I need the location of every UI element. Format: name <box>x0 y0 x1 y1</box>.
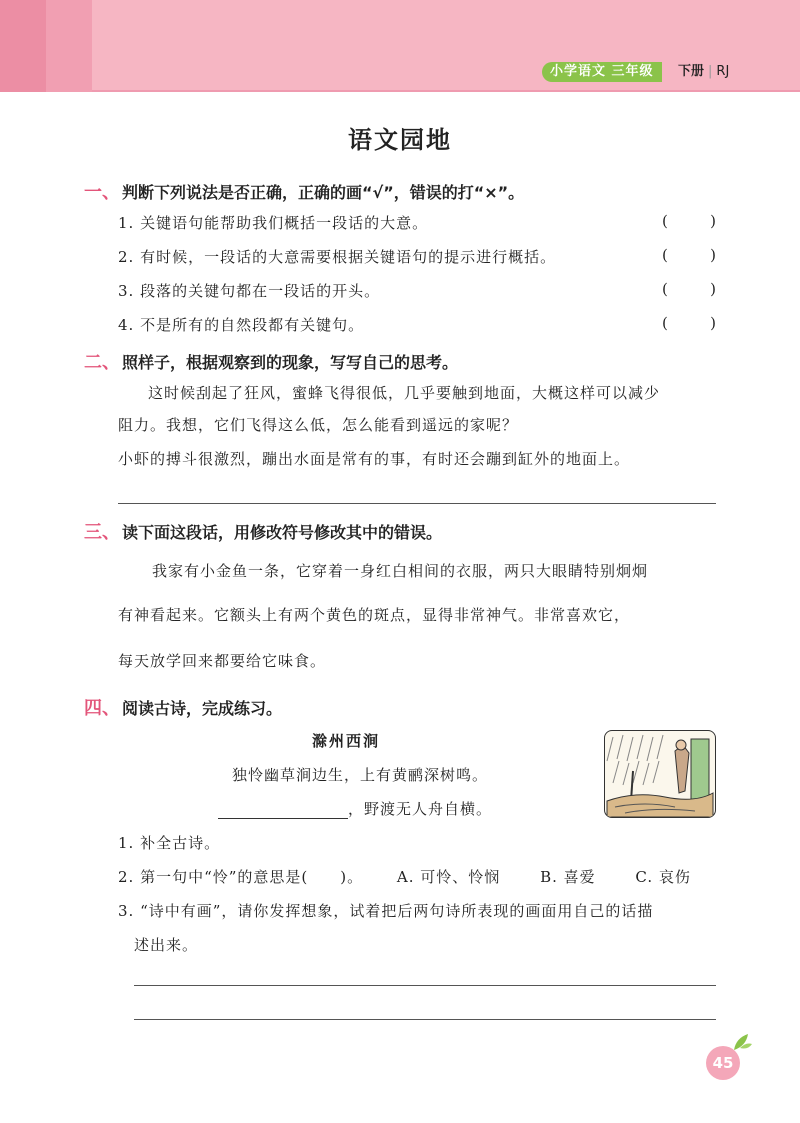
section2-heading <box>84 348 458 374</box>
section1-item-2: 2. 有时候，一段话的大意需要根据关键语句的提示进行概括。 <box>118 248 557 266</box>
subject-label: 小学语文 <box>550 64 607 79</box>
answer-paren-2[interactable]: ( ) <box>662 246 716 264</box>
section1-item-4: 4. 不是所有的自然段都有关键句。 <box>118 316 365 334</box>
answer-paren-1[interactable]: ( ) <box>662 212 716 230</box>
section4-instruction: 阅读古诗，完成练习。 <box>122 699 283 718</box>
rain-ferry-illustration-icon <box>604 730 716 818</box>
section2-prompt: 小虾的搏斗很激烈，蹦出水面是常有的事，有时还会蹦到缸外的地面上。 <box>118 450 631 468</box>
page-number: 45 <box>706 1046 740 1080</box>
section4-answer-line-1[interactable] <box>134 985 716 986</box>
q2-option-b[interactable]: B. 喜爱 <box>540 868 596 886</box>
section4-q3-line1: 3. “诗中有画”，请你发挥想象，试着把后两句诗所表现的画面用自己的话描 <box>118 902 654 920</box>
section4-heading <box>84 694 282 720</box>
answer-paren-3[interactable]: ( ) <box>662 280 716 298</box>
section4-q3-line2: 述出来。 <box>134 936 199 954</box>
section1-number: 一、 <box>84 182 120 203</box>
section1-heading <box>84 178 524 204</box>
poem-line-2-text: ，野渡无人舟自横。 <box>348 800 493 818</box>
volume-info <box>678 62 729 82</box>
section1-item-3: 3. 段落的关键句都在一段话的开头。 <box>118 282 381 300</box>
section2-example-line1: 这时候刮起了狂风，蜜蜂飞得很低，几乎要触到地面，大概这样可以减少 <box>148 384 661 402</box>
section3-line2: 有神看起来。它额头上有两个黄色的斑点，显得非常神气。非常喜欢它， <box>118 606 631 624</box>
poem-line-1: 独怜幽草涧边生，上有黄鹂深树鸣。 <box>232 766 489 784</box>
q2-option-a[interactable]: A. 可怜、怜悯 <box>396 868 501 886</box>
poem-fill-blank[interactable] <box>218 800 348 819</box>
section2-instruction: 照样子，根据观察到的现象，写写自己的思考。 <box>122 353 459 372</box>
subject-badge <box>542 62 662 82</box>
edition-label: RJ <box>716 64 730 79</box>
volume-label: 下册 <box>678 64 705 79</box>
grade-label: 三年级 <box>611 64 654 79</box>
section3-instruction: 读下面这段话，用修改符号修改其中的错误。 <box>122 523 443 542</box>
q2-option-c[interactable]: C. 哀伤 <box>635 868 691 886</box>
section1-instruction: 判断下列说法是否正确，正确的画“√”，错误的打“×”。 <box>122 183 525 202</box>
section4-q2 <box>118 866 691 887</box>
section3-heading <box>84 518 442 544</box>
answer-paren-4[interactable]: ( ) <box>662 314 716 332</box>
poem-title: 滁州西涧 <box>312 732 381 750</box>
header-strip-dark <box>0 0 46 92</box>
poem-line-2 <box>218 798 492 819</box>
section2-answer-line[interactable] <box>118 503 716 504</box>
section3-number: 三、 <box>84 522 120 543</box>
section2-example-line2: 阻力。我想，它们飞得这么低，怎么能看到遥远的家呢？ <box>118 416 519 434</box>
header-strip-mid <box>46 0 92 92</box>
leaf-icon <box>732 1032 754 1052</box>
section1-item-1: 1. 关键语句能帮助我们概括一段话的大意。 <box>118 214 429 232</box>
volume-separator: | <box>708 64 713 79</box>
section4-q1: 1. 补全古诗。 <box>118 834 221 852</box>
q2-stem: 2. 第一句中“怜”的意思是( )。 <box>118 868 364 886</box>
section3-line1: 我家有小金鱼一条，它穿着一身红白相间的衣服，两只大眼睛特别炯炯 <box>152 562 649 580</box>
header-divider <box>92 90 800 92</box>
section4-answer-line-2[interactable] <box>134 1019 716 1020</box>
section4-number: 四、 <box>84 698 120 719</box>
section3-line3: 每天放学回来都要给它味食。 <box>118 652 327 670</box>
page-title: 语文园地 <box>348 126 452 154</box>
section2-number: 二、 <box>84 352 120 373</box>
